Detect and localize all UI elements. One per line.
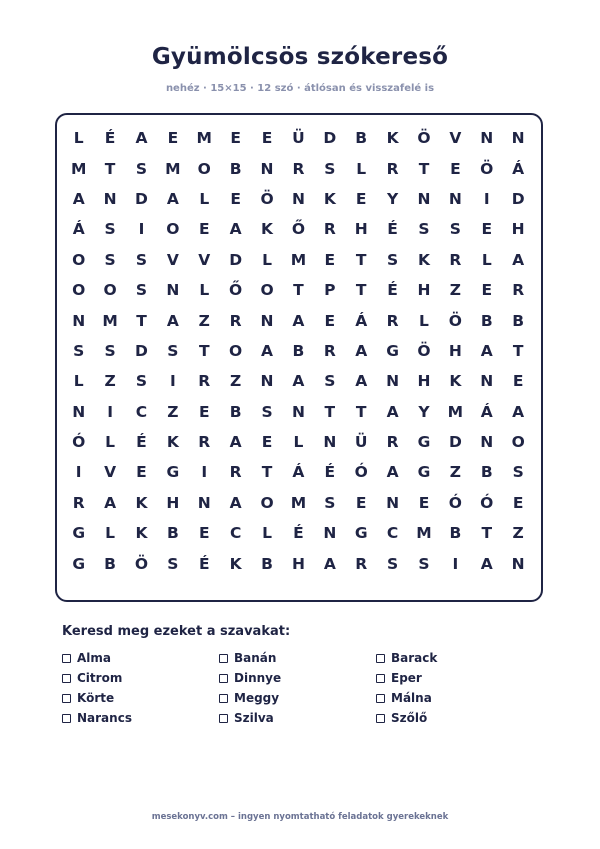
- grid-cell: L: [356, 159, 367, 178]
- grid-cell: E: [198, 524, 210, 543]
- grid-cell: B: [292, 341, 305, 360]
- grid-cell: O: [197, 159, 211, 178]
- grid-cell: Z: [104, 372, 116, 391]
- grid-cell: B: [449, 524, 462, 543]
- wordlist-title: Keresd meg ezeket a szavakat:: [62, 624, 291, 639]
- grid-cell: S: [104, 341, 116, 360]
- grid-cell: A: [355, 341, 368, 360]
- grid-cell: M: [290, 250, 307, 269]
- grid-cell: S: [135, 159, 148, 178]
- grid-cell: N: [260, 372, 274, 391]
- grid-cell: M: [165, 159, 181, 178]
- grid-cell: S: [135, 372, 148, 391]
- grid-cell: O: [511, 433, 525, 452]
- grid-cell: G: [417, 463, 431, 482]
- grid-cell: Á: [480, 402, 493, 421]
- grid-cell: Ü: [292, 129, 305, 148]
- grid-cell: N: [511, 129, 525, 148]
- grid-cell: H: [417, 281, 431, 300]
- grid-cell: Ö: [417, 341, 431, 360]
- grid-cell: R: [198, 433, 211, 452]
- word-item: [219, 648, 376, 668]
- grid-cell: T: [355, 250, 367, 269]
- grid-cell: S: [449, 220, 461, 239]
- grid-cell: N: [260, 311, 274, 330]
- word-item: [219, 708, 376, 728]
- grid-cell: A: [229, 220, 242, 239]
- word-item: [219, 668, 376, 688]
- word-item: [376, 708, 533, 728]
- grid-cell: A: [480, 341, 493, 360]
- grid-cell: N: [260, 159, 274, 178]
- grid-cell: A: [166, 311, 179, 330]
- grid-cell: T: [512, 341, 524, 360]
- grid-cell: V: [104, 463, 117, 482]
- grid-cell: M: [196, 129, 212, 148]
- grid-cell: N: [72, 311, 86, 330]
- grid-cell: R: [229, 311, 242, 330]
- grid-cell: Z: [198, 311, 210, 330]
- grid-cell: T: [418, 159, 430, 178]
- grid-cell: K: [135, 493, 148, 512]
- footer-text: mesekonyv.com – ingyen nyomtatható feladatok gyerekeknek: [151, 812, 449, 822]
- grid-cell: B: [229, 159, 242, 178]
- word-label: Dinnye: [234, 671, 282, 685]
- checkbox-icon[interactable]: [376, 674, 385, 683]
- grid-cell: Ő: [291, 220, 306, 239]
- grid-cell: M: [290, 493, 307, 512]
- grid-cell: A: [512, 250, 525, 269]
- grid-cell: P: [324, 281, 336, 300]
- grid-cell: I: [75, 463, 82, 482]
- grid-cell: O: [229, 341, 243, 360]
- grid-cell: Z: [167, 402, 179, 421]
- grid-cell: Ó: [448, 493, 462, 512]
- grid-cell: E: [261, 129, 273, 148]
- grid-cell: G: [72, 524, 86, 543]
- grid-cell: B: [480, 463, 493, 482]
- grid-cell: N: [480, 433, 494, 452]
- grid-cell: R: [72, 493, 85, 512]
- grid-cell: N: [72, 402, 86, 421]
- grid-cell: A: [135, 129, 148, 148]
- grid-cell: Ö: [480, 159, 494, 178]
- grid-cell: Ő: [229, 281, 243, 300]
- grid-cell: A: [104, 493, 117, 512]
- grid-cell: E: [136, 463, 147, 482]
- grid-cell: R: [323, 341, 336, 360]
- grid-cell: B: [355, 129, 368, 148]
- word-label: Szőlő: [391, 711, 428, 725]
- word-item: [376, 668, 533, 688]
- grid-cell: H: [354, 220, 368, 239]
- grid-cell: S: [73, 341, 85, 360]
- grid-cell: D: [323, 129, 337, 148]
- grid-cell: E: [198, 402, 210, 421]
- grid-cell: S: [324, 372, 336, 391]
- grid-cell: O: [103, 281, 117, 300]
- grid-cell: I: [138, 220, 145, 239]
- grid-cell: S: [167, 341, 179, 360]
- grid-cell: N: [323, 433, 337, 452]
- grid-cell: B: [480, 311, 493, 330]
- grid-cell: S: [167, 554, 179, 573]
- grid-cell: K: [166, 433, 179, 452]
- grid-cell: E: [198, 220, 210, 239]
- grid-cell: S: [418, 554, 430, 573]
- grid-cell: G: [417, 433, 431, 452]
- grid-cell: T: [355, 402, 367, 421]
- grid-cell: R: [386, 311, 399, 330]
- grid-cell: T: [136, 311, 147, 330]
- grid-cell: S: [387, 554, 399, 573]
- grid-cell: E: [481, 281, 493, 300]
- grid-cell: Z: [449, 281, 461, 300]
- grid-cell: G: [354, 524, 368, 543]
- grid-cell: É: [293, 524, 304, 543]
- grid-cell: N: [386, 493, 400, 512]
- grid-cell: L: [262, 524, 272, 543]
- grid-cell: L: [105, 433, 116, 452]
- word-list: [62, 648, 542, 728]
- grid-cell: T: [324, 402, 336, 421]
- grid-cell: S: [324, 493, 336, 512]
- grid-cell: N: [448, 189, 462, 208]
- grid-cell: H: [291, 554, 305, 573]
- grid-cell: N: [291, 189, 305, 208]
- grid-cell: N: [480, 372, 494, 391]
- grid-cell: K: [229, 554, 242, 573]
- grid-cell: S: [135, 281, 148, 300]
- grid-cell: G: [166, 463, 180, 482]
- grid-cell: E: [481, 220, 493, 239]
- grid-cell: S: [512, 463, 524, 482]
- grid-cell: R: [512, 281, 525, 300]
- grid-cell: A: [261, 341, 274, 360]
- grid-cell: H: [166, 493, 180, 512]
- grid-cell: G: [72, 554, 86, 573]
- grid-cell: A: [480, 554, 493, 573]
- grid-cell: O: [260, 281, 274, 300]
- word-label: Körte: [77, 691, 115, 705]
- grid-cell: G: [386, 341, 399, 360]
- grid-cell: L: [199, 189, 210, 208]
- grid-cell: I: [169, 372, 176, 391]
- grid-cell: L: [199, 281, 210, 300]
- grid-cell: A: [292, 311, 305, 330]
- grid-cell: S: [387, 250, 399, 269]
- word-label: Szilva: [234, 711, 274, 725]
- grid-cell: L: [481, 250, 492, 269]
- word-item: [62, 648, 219, 668]
- grid-cell: T: [293, 281, 304, 300]
- grid-cell: Ö: [417, 129, 431, 148]
- grid-cell: M: [447, 402, 464, 421]
- grid-cell: D: [135, 341, 148, 360]
- grid-cell: R: [323, 220, 336, 239]
- word-item: [219, 688, 376, 708]
- word-label: Alma: [77, 651, 112, 665]
- grid-cell: V: [198, 250, 211, 269]
- word-item: [376, 648, 533, 668]
- grid-cell: Á: [355, 311, 368, 330]
- grid-cell: K: [323, 189, 336, 208]
- grid-cell: Ö: [260, 189, 274, 208]
- grid-cell: E: [512, 493, 524, 512]
- grid-cell: I: [201, 463, 208, 482]
- grid-cell: T: [198, 341, 210, 360]
- grid-cell: I: [483, 189, 490, 208]
- word-item: [62, 688, 219, 708]
- grid-cell: É: [104, 129, 116, 148]
- grid-cell: Y: [386, 189, 399, 208]
- grid-cell: Z: [512, 524, 524, 543]
- grid-cell: I: [107, 402, 113, 421]
- grid-cell: T: [481, 524, 493, 543]
- grid-cell: K: [135, 524, 148, 543]
- grid-cell: R: [292, 159, 305, 178]
- word-label: Narancs: [77, 711, 132, 725]
- grid-cell: N: [103, 189, 117, 208]
- grid-cell: É: [387, 220, 398, 239]
- grid-cell: D: [448, 433, 462, 452]
- grid-cell: S: [135, 250, 148, 269]
- word-label: Meggy: [234, 691, 280, 705]
- grid-cell: V: [166, 250, 179, 269]
- grid-cell: Ó: [354, 463, 368, 482]
- word-label: Eper: [391, 671, 422, 685]
- grid-cell: N: [197, 493, 211, 512]
- grid-cell: B: [166, 524, 179, 543]
- grid-cell: S: [418, 220, 430, 239]
- grid-cell: L: [293, 433, 304, 452]
- grid-cell: V: [449, 129, 462, 148]
- grid-cell: N: [323, 524, 337, 543]
- grid-cell: N: [166, 281, 180, 300]
- page-subtitle: nehéz · 15×15 · 12 szó · átlósan és visszafelé is: [165, 83, 435, 94]
- grid-cell: H: [448, 341, 462, 360]
- grid-cell: A: [386, 402, 399, 421]
- checkbox-icon[interactable]: [62, 714, 71, 723]
- grid-cell: Ó: [480, 493, 494, 512]
- checkbox-icon[interactable]: [219, 674, 228, 683]
- grid-cell: M: [416, 524, 432, 543]
- checkbox-icon[interactable]: [219, 694, 228, 703]
- grid-cell: L: [105, 524, 116, 543]
- grid-cell: A: [166, 189, 179, 208]
- grid-cell: É: [198, 554, 210, 573]
- grid-cell: O: [166, 220, 180, 239]
- grid-cell: R: [229, 463, 242, 482]
- checkbox-icon[interactable]: [376, 714, 385, 723]
- grid-cell: C: [135, 402, 148, 421]
- checkbox-icon[interactable]: [62, 654, 71, 663]
- checkbox-icon[interactable]: [219, 654, 228, 663]
- grid-cell: C: [386, 524, 399, 543]
- checkbox-icon[interactable]: [376, 654, 385, 663]
- grid-cell: R: [386, 159, 399, 178]
- grid-cell: E: [324, 250, 336, 269]
- grid-cell: E: [230, 189, 241, 208]
- grid-cell: Ó: [72, 433, 86, 452]
- grid-cell: H: [417, 372, 431, 391]
- grid-cell: D: [511, 189, 525, 208]
- grid-cell: A: [386, 463, 399, 482]
- grid-cell: Z: [449, 463, 461, 482]
- checkbox-icon[interactable]: [62, 694, 71, 703]
- grid-cell: K: [261, 220, 274, 239]
- grid-cell: N: [480, 129, 494, 148]
- word-label: Barack: [391, 651, 438, 665]
- grid-cell: R: [449, 250, 462, 269]
- checkbox-icon[interactable]: [219, 714, 228, 723]
- grid-cell: T: [355, 281, 367, 300]
- grid-cell: B: [229, 402, 242, 421]
- grid-cell: E: [261, 433, 273, 452]
- grid-cell: A: [292, 372, 305, 391]
- grid-cell: A: [323, 554, 336, 573]
- grid-cell: S: [261, 402, 273, 421]
- grid-cell: O: [72, 281, 86, 300]
- grid-cell: Ö: [448, 311, 462, 330]
- grid-cell: S: [104, 250, 116, 269]
- grid-cell: S: [104, 220, 116, 239]
- grid-cell: E: [418, 493, 430, 512]
- grid-cell: T: [104, 159, 116, 178]
- grid-cell: A: [229, 433, 242, 452]
- grid-cell: L: [73, 372, 84, 391]
- grid-cell: E: [512, 372, 524, 391]
- grid-cell: L: [73, 129, 84, 148]
- grid-cell: D: [135, 189, 148, 208]
- grid-cell: É: [136, 433, 147, 452]
- grid-cell: A: [72, 189, 85, 208]
- grid-cell: A: [512, 402, 525, 421]
- checkbox-icon[interactable]: [62, 674, 71, 683]
- grid-cell: E: [355, 493, 367, 512]
- grid-cell: K: [449, 372, 462, 391]
- grid-cell: N: [386, 372, 400, 391]
- grid-cell: Z: [230, 372, 242, 391]
- grid-cell: R: [355, 554, 368, 573]
- grid-cell: E: [167, 129, 179, 148]
- word-label: Málna: [391, 691, 432, 705]
- grid-cell: E: [230, 129, 241, 148]
- grid-cell: E: [324, 311, 336, 330]
- grid-cell: N: [511, 554, 525, 573]
- grid-cell: Á: [72, 220, 85, 239]
- grid-cell: R: [198, 372, 211, 391]
- grid-cell: E: [450, 159, 461, 178]
- word-item: [62, 708, 219, 728]
- word-label: Banán: [234, 651, 277, 665]
- grid-cell: A: [229, 493, 242, 512]
- grid-cell: Y: [418, 402, 430, 421]
- grid-cell: É: [387, 281, 398, 300]
- grid-cell: O: [260, 493, 274, 512]
- grid-cell: N: [417, 189, 431, 208]
- grid-cell: M: [70, 159, 87, 178]
- grid-cell: Ö: [134, 554, 149, 573]
- grid-cell: T: [261, 463, 273, 482]
- checkbox-icon[interactable]: [376, 694, 385, 703]
- letter-grid: [63, 123, 535, 579]
- grid-cell: R: [386, 433, 399, 452]
- grid-cell: N: [291, 402, 305, 421]
- word-label: Citrom: [77, 671, 123, 685]
- grid-cell: A: [355, 372, 368, 391]
- page-title: Gyümölcsös szókereső: [151, 44, 449, 70]
- grid-cell: B: [261, 554, 273, 573]
- grid-cell: H: [511, 220, 525, 239]
- grid-cell: B: [104, 554, 116, 573]
- grid-cell: B: [512, 311, 525, 330]
- grid-cell: O: [72, 250, 86, 269]
- grid-cell: Ü: [354, 433, 368, 452]
- grid-cell: C: [229, 524, 242, 543]
- grid-cell: M: [102, 311, 118, 330]
- word-item: [62, 668, 219, 688]
- grid-cell: E: [355, 189, 367, 208]
- grid-cell: K: [417, 250, 430, 269]
- grid-cell: S: [324, 159, 336, 178]
- grid-cell: L: [262, 250, 272, 269]
- grid-cell: K: [386, 129, 399, 148]
- grid-cell: L: [419, 311, 429, 330]
- grid-cell: Á: [512, 159, 525, 178]
- word-item: [376, 688, 533, 708]
- grid-cell: Á: [292, 463, 305, 482]
- grid-cell: É: [324, 463, 336, 482]
- grid-cell: I: [452, 554, 459, 573]
- grid-cell: D: [229, 250, 243, 269]
